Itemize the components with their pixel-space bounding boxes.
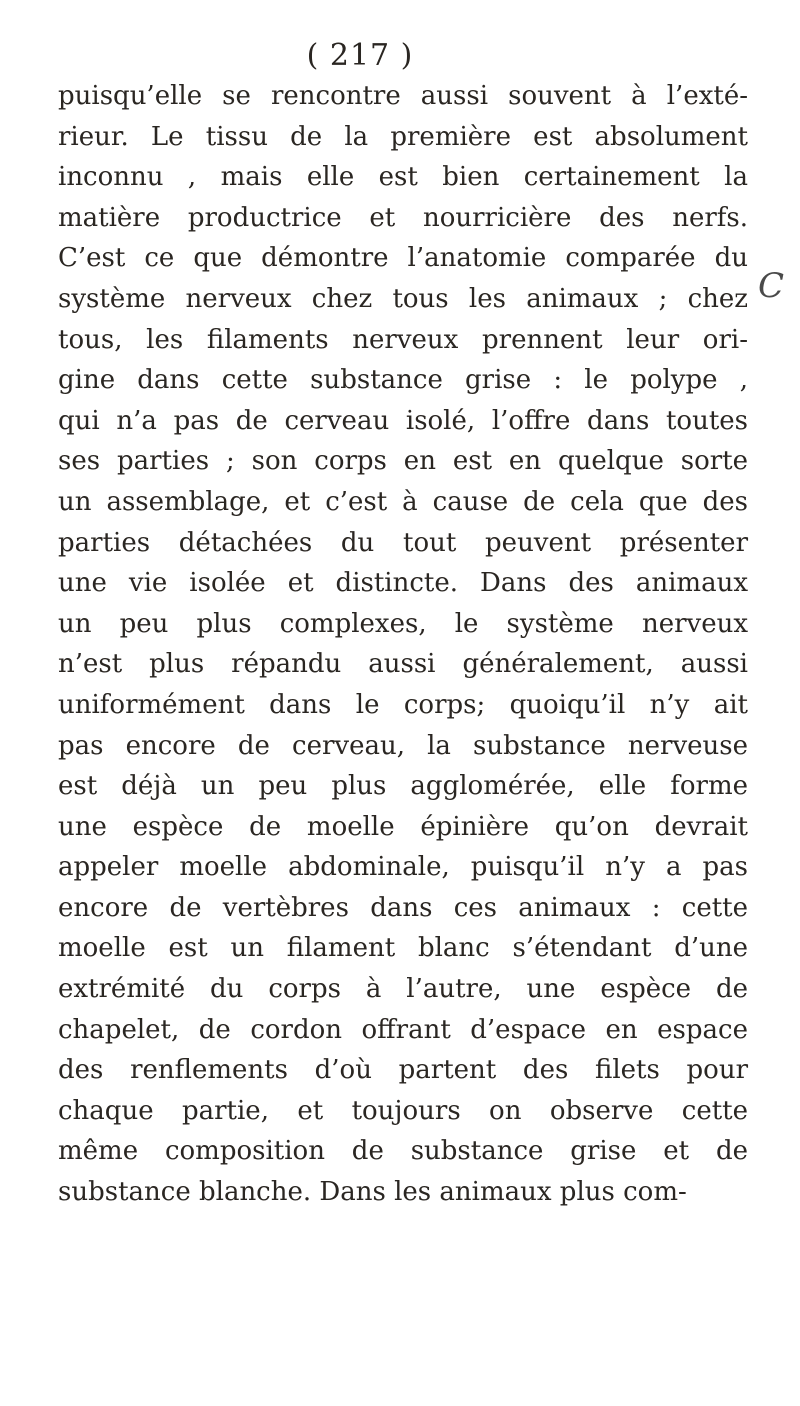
text-line: des renflements d’où partent des filets pour — [58, 1055, 748, 1086]
text-line: un assemblage, et c’est à cause de cela que des — [58, 486, 748, 517]
text-line: n’est plus répandu aussi généralement, aussi — [58, 649, 748, 680]
text-line: système nerveux chez tous les animaux ; chez — [58, 283, 748, 314]
text-line: ses parties ; son corps en est en quelque sorte — [58, 446, 748, 477]
text-line: chapelet, de cordon offrant d’espace en espace — [58, 1014, 748, 1045]
text-line: extrémité du corps à l’autre, une espèce de — [58, 974, 748, 1005]
text-line: rieur. Le tissu de la première est absolument — [58, 121, 748, 152]
text-line: substance blanche. Dans les animaux plus com- — [58, 1177, 687, 1208]
text-line: matière productrice et nourricière des nerfs. — [58, 202, 748, 233]
text-line: appeler moelle abdominale, puisqu’il n’y a pas — [58, 852, 748, 883]
text-line: uniformément dans le corps; quoiqu’il n’y ait — [58, 689, 748, 720]
text-line: tous, les filaments nerveux prennent leur ori- — [58, 324, 748, 355]
text-line: qui n’a pas de cerveau isolé, l’offre dans toutes — [58, 405, 748, 436]
text-line: puisqu’elle se rencontre aussi souvent à l’exté- — [58, 81, 748, 111]
text-line: un peu plus complexes, le système nerveux — [58, 608, 748, 639]
text-line: pas encore de cerveau, la substance nerveuse — [58, 730, 748, 761]
margin-annotation: C — [758, 266, 785, 306]
body-text — [58, 76, 748, 1213]
text-line: moelle est un filament blanc s’étendant d’une — [58, 933, 748, 964]
text-line: inconnu , mais elle est bien certainement la — [58, 162, 748, 193]
page-number-header: ( 217 ) — [306, 38, 414, 73]
text-line: même composition de substance grise et de — [58, 1136, 748, 1167]
text-line: C’est ce que démontre l’anatomie comparée du — [58, 243, 748, 274]
text-line: est déjà un peu plus agglomérée, elle forme — [58, 771, 748, 802]
text-line: chaque partie, et toujours on observe cette — [58, 1095, 748, 1126]
text-line: encore de vertèbres dans ces animaux : cette — [58, 892, 748, 923]
text-line: une vie isolée et distincte. Dans des animaux — [58, 568, 748, 599]
text-line: parties détachées du tout peuvent présenter — [58, 527, 748, 558]
text-line: une espèce de moelle épinière qu’on devrait — [58, 811, 748, 842]
text-line: gine dans cette substance grise : le polype , — [58, 365, 748, 396]
